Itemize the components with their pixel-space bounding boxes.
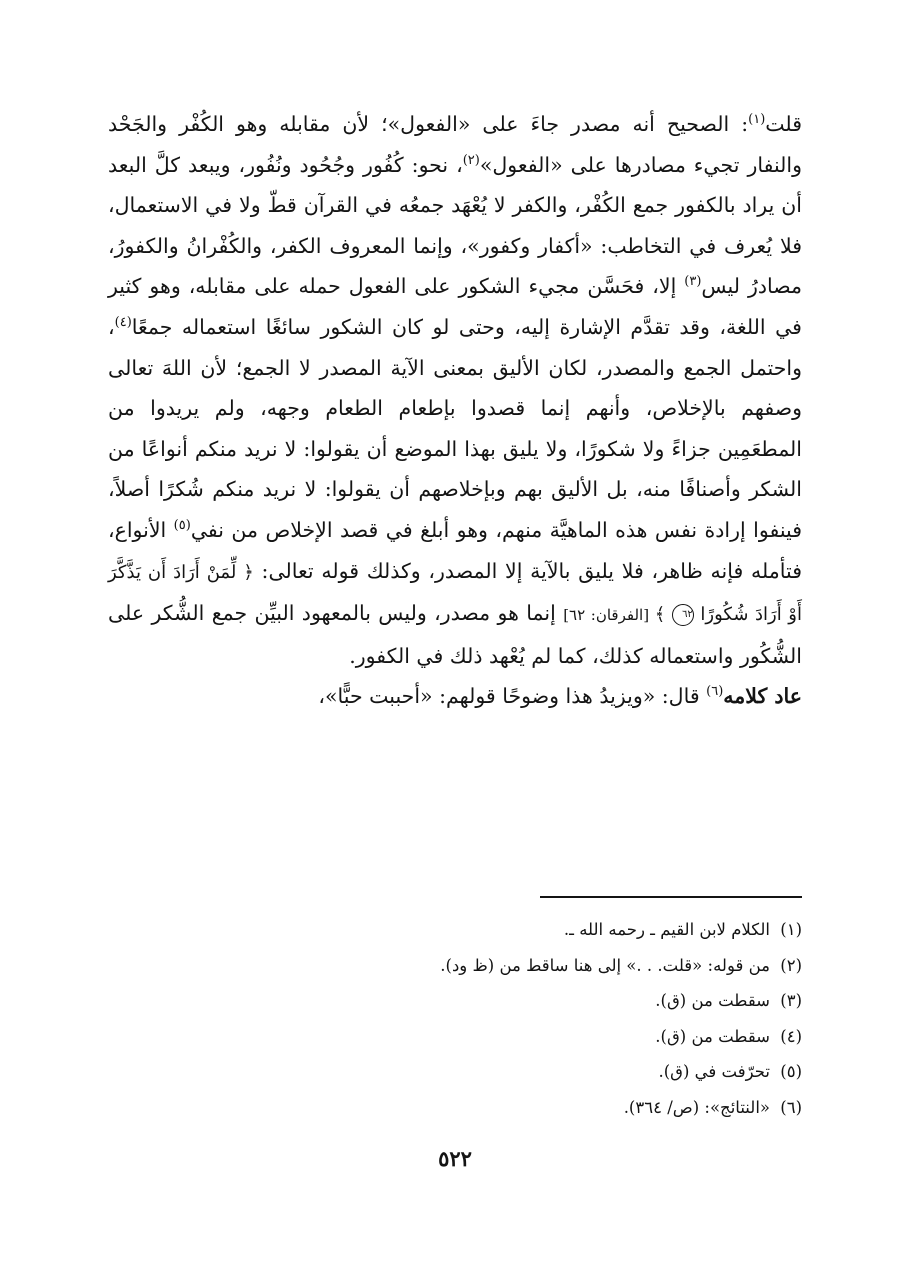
footnote-ref-1[interactable]: (١) <box>748 112 766 128</box>
footnote-item <box>108 1090 802 1126</box>
quran-close-bracket: ﴾ <box>654 604 672 626</box>
footnote-text: الكلام لابن القيم ـ رحمه الله ـ. <box>563 920 770 939</box>
ayah-number-marker: ٦٢ <box>672 604 694 626</box>
footnote-item <box>108 1054 802 1090</box>
footnote-number: (٥) <box>780 1062 802 1082</box>
text-run: إنما هو مصدر، وليس بالمعهود البيِّن جمع الشُّكر على الشُّكُور واستعماله كذلك، كما لم يُعْهد ذلك في الكفور. <box>108 601 802 668</box>
main-text <box>108 104 802 717</box>
footnote-ref-2[interactable]: (٢) <box>462 152 480 168</box>
footnote-item <box>108 1019 802 1055</box>
book-page <box>108 104 802 1254</box>
footnote-ref-5[interactable]: (٥) <box>173 518 191 534</box>
page-number: ٥٢٢ <box>438 1146 472 1171</box>
footnote-number: (٢) <box>780 955 802 975</box>
footnote-item <box>108 983 802 1019</box>
section-lead: عاد كلامه <box>723 684 802 709</box>
text-run: : الصحيح أنه مصدر جاءَ على «الفعول»؛ لأن مقابله وهو الكُفْر والجَحْد والنفار تجيء مصادرها على «الفعول» <box>108 112 802 177</box>
paragraph-1 <box>108 104 802 676</box>
footnote-text: تحرّفت في (ق). <box>658 1062 770 1082</box>
footnote-text: سقطت من (ق). <box>655 1026 770 1046</box>
footnotes-list <box>108 912 802 1126</box>
footnote-item <box>108 912 802 948</box>
footnote-text: سقطت من (ق). <box>655 991 770 1011</box>
footnote-number: (١) <box>780 920 802 939</box>
footnote-separator <box>540 896 802 898</box>
text-run: ، نحو: كُفُور وجُحُود ونُفُور، ويبعد كلَّ البعد أن يراد بالكفور جمع الكُفْر، والكفر لا يُعْهَد جمعُه في القرآن قطّ ولا في الاستعمال، فلا يُعرف في التخاطب: «أكفار وكفور»، وإنما المعروف الكفر، والكُفْرانُ والكفورُ، مصادرُ ليس <box>108 152 802 299</box>
footnote-ref-4[interactable]: (٤) <box>114 315 132 331</box>
paragraph-2 <box>108 676 802 717</box>
footnote-item <box>108 948 802 984</box>
footnote-text: «النتائج»: (ص/ ٣٦٤). <box>623 1097 770 1117</box>
footnote-ref-3[interactable]: (٣) <box>684 274 702 290</box>
text-run: إلا، فحَسَّن مجيء الشكور على الفعول حمله على مقابله، وهو كثير في اللغة، وقد تقدَّم الإشارة إليه، وحتى لو كان الشكور سائغًا استعماله جمعًا <box>108 274 802 339</box>
text-run: ، واحتمل الجمع والمصدر، لكان الأليق بمعنى الآية المصدر لا الجمع؛ لأن اللهَ تعالى وصفهم بالإخلاص، وأنهم إنما قصدوا بإطعام الطعام وجهه، ولم يريدوا من المطعَمِين جزاءً ولا شكورًا، ولا يليق بهذا الموضع أن يقولوا: لا نريد منكم أنواعًا من الشكر وأصنافًا منه، بل الأليق بهم وبإخلاصهم أن يقولوا: لا نريد منكم شُكرًا أصلاً، فينفوا إرادة نفس هذه الماهيَّة منهم، وهو أبلغ في قصد الإخلاص من نفي <box>108 314 802 542</box>
text-run: الأنواع، فتأمله فإنه ظاهر، فلا يليق بالآية إلا المصدر، وكذلك قوله تعالى: <box>108 517 802 583</box>
text-run: قلت <box>765 112 802 136</box>
text-run: قال: «ويزيدُ هذا وضوحًا قولهم: «أحببت حبًّا»، <box>318 684 707 709</box>
footnote-text: من قوله: «قلت. . .» إلى هنا ساقط من (ظ ود). <box>440 955 770 975</box>
footnote-number: (٣) <box>780 991 802 1011</box>
footnote-number: (٤) <box>780 1026 802 1046</box>
quran-verse: ﴿ لِّمَنْ أَرَادَ أَن يَذَّكَّرَ أَوْ أَرَادَ شُكُورًا <box>108 561 802 626</box>
footnote-number: (٦) <box>780 1097 802 1117</box>
quran-reference: [الفرقان: ٦٢] <box>563 606 655 625</box>
footnote-ref-6[interactable]: (٦) <box>706 684 724 700</box>
